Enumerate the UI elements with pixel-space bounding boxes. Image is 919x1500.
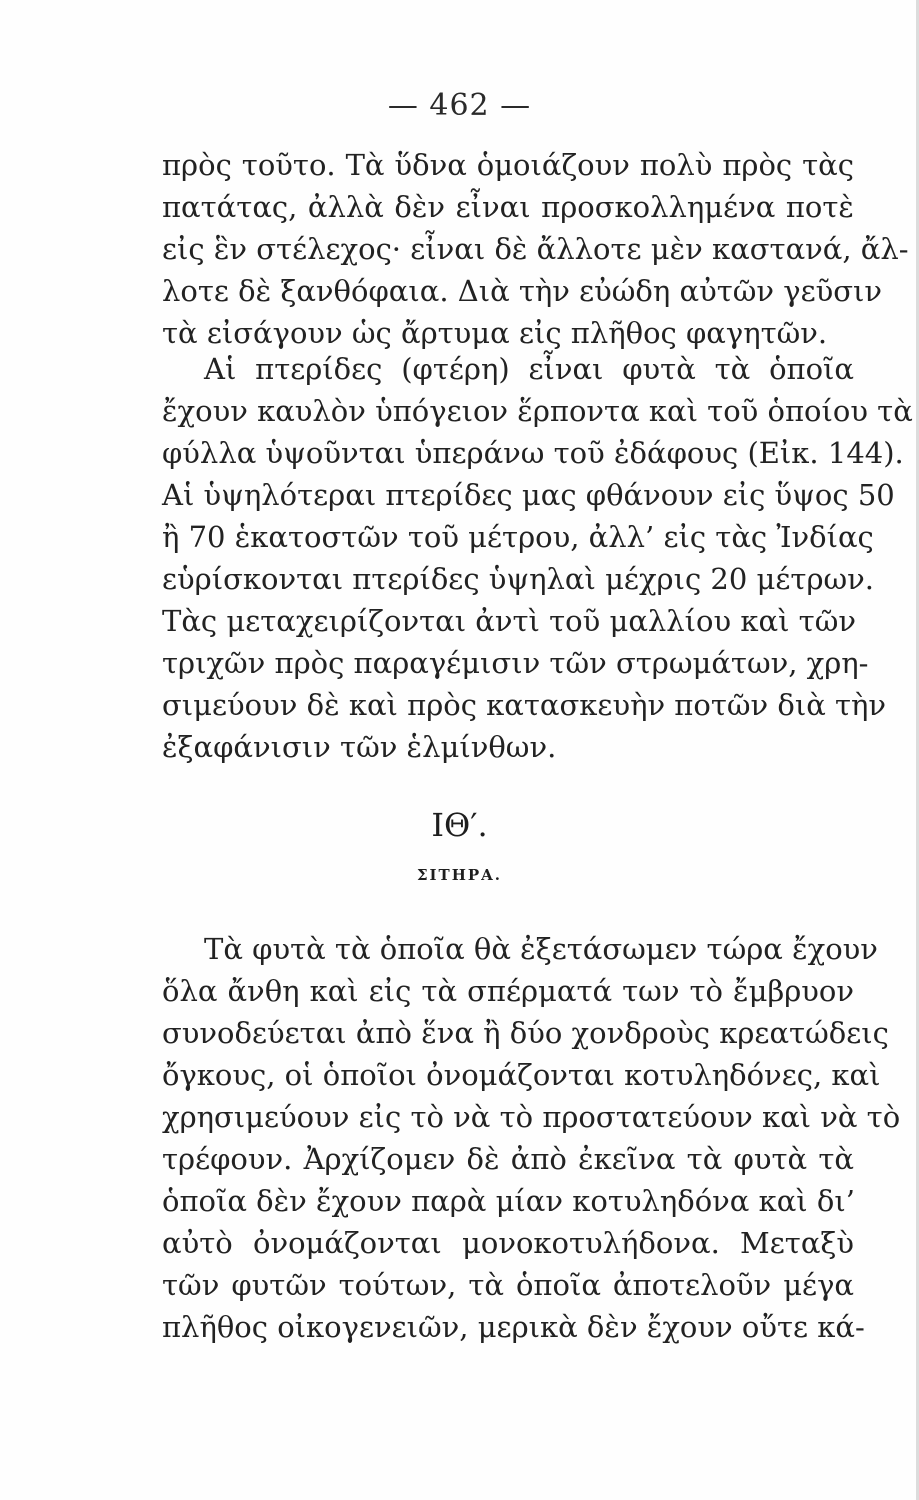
paragraph-ferns bbox=[162, 348, 913, 768]
text-line: τῶν φυτῶν τούτων, τὰ ὁποῖα ἀποτελοῦν μέγα bbox=[162, 1268, 854, 1302]
paragraph-truffles bbox=[162, 144, 909, 354]
text-line: ἔχουν καυλὸν ὑπόγειον ἕρποντα καὶ τοῦ ὁποίου τὰ bbox=[162, 394, 913, 428]
text-line: εἰς ἓν στέλεχος· εἶναι δὲ ἄλλοτε μὲν καστανά, ἄλ- bbox=[162, 232, 909, 266]
text-line: ἐξαφάνισιν τῶν ἑλμίνθων. bbox=[162, 730, 557, 764]
text-line: ὅλα ἄνθη καὶ εἰς τὰ σπέρματά των τὸ ἔμβρυον bbox=[162, 974, 854, 1008]
text-line: εὑρίσκονται πτερίδες ὑψηλαὶ μέχρις 20 μέτρων. bbox=[162, 562, 874, 596]
text-line: τὰ εἰσάγουν ὡς ἄρτυμα εἰς πλῆθος φαγητῶν. bbox=[162, 316, 828, 350]
text-line: χρησιμεύουν εἰς τὸ νὰ τὸ προστατεύουν καὶ νὰ τὸ bbox=[162, 1100, 901, 1134]
text-line: σιμεύουν δὲ καὶ πρὸς κατασκευὴν ποτῶν διὰ τὴν bbox=[162, 688, 887, 722]
text-line: τριχῶν πρὸς παραγέμισιν τῶν στρωμάτων, χρη- bbox=[162, 646, 869, 680]
text-line: πλῆθος οἰκογενειῶν, μερικὰ δὲν ἔχουν οὔτε κά- bbox=[162, 1310, 865, 1344]
text-line: Τὰ φυτὰ τὰ ὁποῖα θὰ ἐξετάσωμεν τώρα ἔχουν bbox=[204, 932, 878, 966]
text-line: ὁποῖα δὲν ἔχουν παρὰ μίαν κοτυληδόνα καὶ δι’ bbox=[162, 1184, 855, 1218]
text-line: συνοδεύεται ἀπὸ ἕνα ἢ δύο χονδροὺς κρεατώδεις bbox=[162, 1016, 889, 1050]
page-number: — 462 — bbox=[387, 88, 532, 123]
text-line: τρέφουν. Ἀρχίζομεν δὲ ἀπὸ ἐκεῖνα τὰ φυτὰ τὰ bbox=[162, 1142, 854, 1176]
text-line: Αἱ ὑψηλότεραι πτερίδες μας φθάνουν εἰς ὕψος 50 bbox=[162, 478, 895, 512]
text-line: Αἱ πτερίδες (φτέρη) εἶναι φυτὰ τὰ ὁποῖα bbox=[204, 352, 854, 386]
text-line: αὐτὸ ὀνομάζονται μονοκοτυλήδονα. Μεταξὺ bbox=[162, 1226, 854, 1260]
text-line: λοτε δὲ ξανθόφαια. Διὰ τὴν εὐώδη αὐτῶν γεῦσιν bbox=[162, 274, 883, 308]
section-title: ΣΙΤΗΡΑ. bbox=[416, 866, 503, 884]
text-line: φύλλα ὑψοῦνται ὑπεράνω τοῦ ἐδάφους (Εἰκ. 144). bbox=[162, 436, 904, 470]
paragraph-cereals bbox=[162, 928, 901, 1348]
text-line: ἢ 70 ἑκατοστῶν τοῦ μέτρου, ἀλλ’ εἰς τὰς Ἰνδίας bbox=[162, 520, 874, 554]
section-number: ΙΘ′. bbox=[431, 806, 488, 844]
text-line: πρὸς τοῦτο. Τὰ ὕδνα ὁμοιάζουν πολὺ πρὸς τὰς bbox=[162, 148, 854, 182]
text-line: πατάτας, ἀλλὰ δὲν εἶναι προσκολλημένα ποτὲ bbox=[162, 190, 854, 224]
text-line: Τὰς μεταχειρίζονται ἀντὶ τοῦ μαλλίου καὶ τῶν bbox=[162, 604, 856, 638]
text-line: ὄγκους, οἱ ὁποῖοι ὀνομάζονται κοτυληδόνες, καὶ bbox=[162, 1058, 881, 1092]
